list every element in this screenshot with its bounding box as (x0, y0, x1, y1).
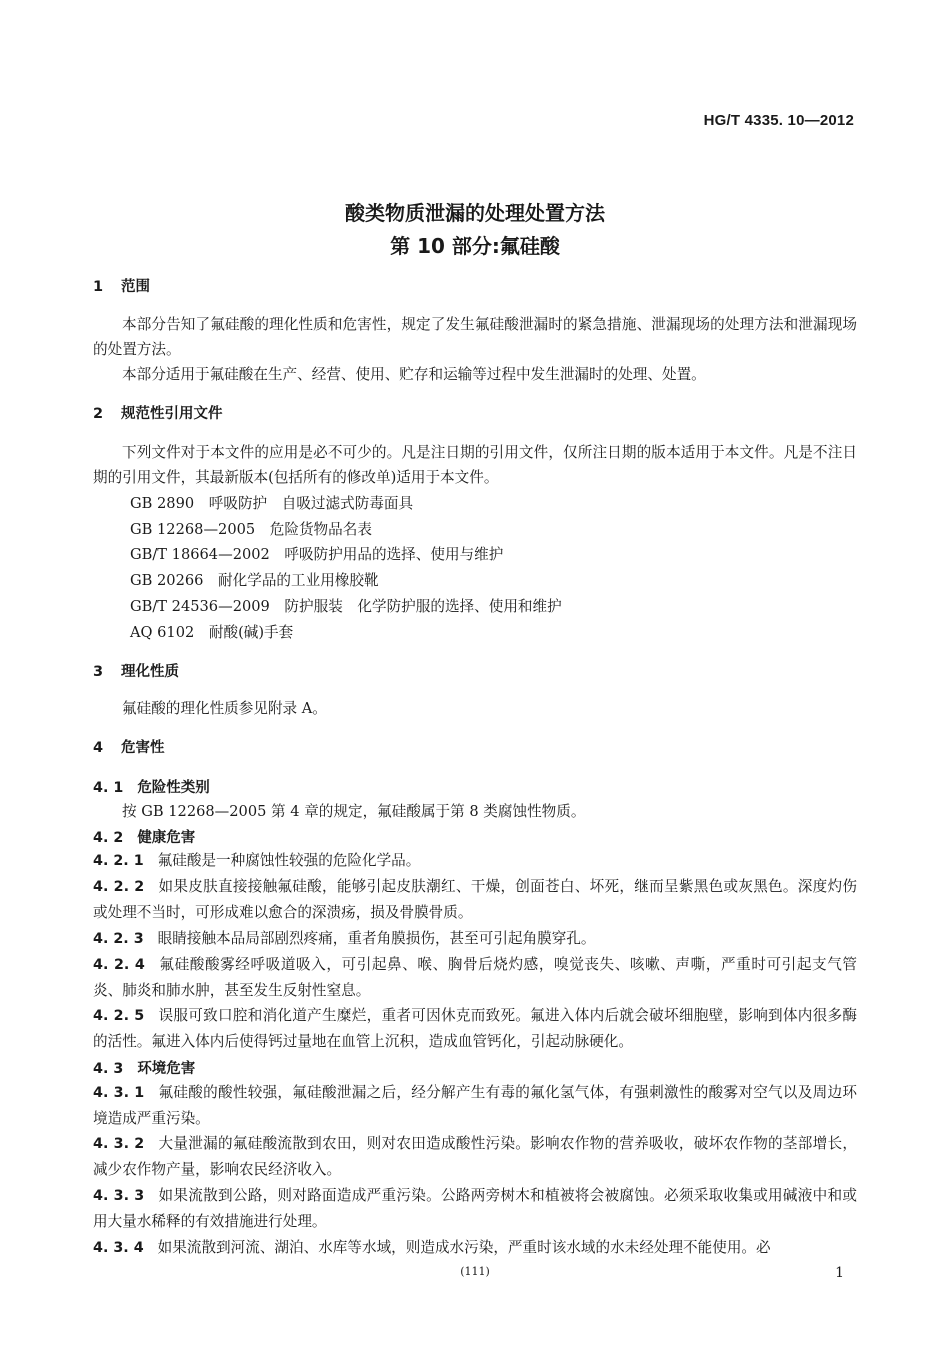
standard-number: HG/T 4335. 10—2012 (703, 112, 854, 129)
clause-text: 如果皮肤直接接触氟硅酸，能够引起皮肤潮红、干燥，创面苍白、坏死，继而呈紫黑色或灰黑色。深度灼伤或处理不当时，可形成难以愈合的深溃疡，损及骨膜骨质。 (93, 878, 857, 921)
section-title: 理化性质 (121, 664, 179, 680)
clause-4-2-3 (93, 926, 857, 952)
page-code: (111) (460, 1265, 490, 1278)
document-subtitle: 第 10 部分:氟硅酸 (390, 234, 560, 258)
reference-item: GB/T 18664—2002 呼吸防护用品的选择、使用与维护 (130, 546, 504, 563)
clause-text: 如果流散到河流、湖泊、水库等水域，则造成水污染，严重时该水域的水未经处理不能使用。必 (157, 1239, 771, 1256)
section-2-paragraph-1: 下列文件对于本文件的应用是必不可少的。凡是注日期的引用文件，仅所注日期的版本适用于本文件。凡是不注日期的引用文件，其最新版本(包括所有的修改单)适用于本文件。 (93, 444, 857, 486)
subsection-title: 危险性类别 (137, 780, 210, 796)
section-number: 2 (93, 406, 104, 422)
clause-number: 4. 3. 1 (93, 1085, 145, 1101)
reference-item: GB 2890 呼吸防护 自吸过滤式防毒面具 (130, 495, 414, 512)
clause-text: 氟硅酸酸雾经呼吸道吸入，可引起鼻、喉、胸骨后烧灼感，嗅觉丧失、咳嗽、声嘶，严重时可引起支气管炎、肺炎和肺水肿，甚至发生反射性窒息。 (93, 956, 857, 999)
page-number: 1 (835, 1265, 844, 1281)
clause-text: 误服可致口腔和消化道产生糜烂，重者可因休克而致死。氟进入体内后就会破坏细胞壁，影响到体内很多酶的活性。氟进入体内后使得钙过量地在血管上沉积，造成血管钙化，引起动脉硬化。 (93, 1007, 857, 1050)
clause-4-3-2 (93, 1131, 857, 1182)
clause-text: 氟硅酸是一种腐蚀性较强的危险化学品。 (157, 852, 421, 869)
clause-text: 眼睛接触本品局部剧烈疼痛，重者角膜损伤，甚至可引起角膜穿孔。 (157, 930, 596, 947)
section-1-paragraph-1: 本部分告知了氟硅酸的理化性质和危害性，规定了发生氟硅酸泄漏时的紧急措施、泄漏现场的处理方法和泄漏现场的处置方法。 (93, 316, 857, 358)
clause-number: 4. 3. 2 (93, 1136, 145, 1152)
clause-text: 如果流散到公路，则对路面造成严重污染。公路两旁树木和植被将会被腐蚀。必须采取收集或用碱液中和或用大量水稀释的有效措施进行处理。 (93, 1187, 857, 1230)
section-title: 规范性引用文件 (121, 406, 223, 422)
clause-number: 4. 2. 1 (93, 853, 144, 869)
clause-number: 4. 2. 5 (93, 1008, 145, 1024)
section-title: 危害性 (121, 740, 165, 756)
subsection-4-3-heading (93, 1057, 195, 1078)
subsection-number: 4. 3 (93, 1061, 124, 1077)
subsection-number: 4. 1 (93, 780, 124, 796)
subsection-4-1-paragraph: 按 GB 12268—2005 第 4 章的规定，氟硅酸属于第 8 类腐蚀性物质。 (122, 803, 586, 820)
section-number: 4 (93, 740, 104, 756)
clause-4-3-3 (93, 1183, 857, 1234)
section-1-paragraph-2: 本部分适用于氟硅酸在生产、经营、使用、贮存和运输等过程中发生泄漏时的处理、处置。 (122, 366, 706, 383)
section-3-paragraph-1: 氟硅酸的理化性质参见附录 A。 (122, 700, 327, 717)
section-1-heading (93, 275, 150, 296)
section-number: 1 (93, 279, 104, 295)
clause-text: 大量泄漏的氟硅酸流散到农田，则对农田造成酸性污染。影响农作物的营养吸收，破坏农作物的茎部增长，减少农作物产量，影响农民经济收入。 (93, 1135, 857, 1178)
section-2-heading (93, 402, 223, 423)
subsection-title: 环境危害 (137, 1061, 196, 1077)
clause-number: 4. 2. 3 (93, 931, 144, 947)
clause-number: 4. 3. 4 (93, 1240, 144, 1256)
subsection-title: 健康危害 (137, 830, 196, 846)
clause-4-2-4 (93, 952, 857, 1003)
reference-item: AQ 6102 耐酸(碱)手套 (130, 624, 294, 641)
reference-item: GB 20266 耐化学品的工业用橡胶靴 (130, 572, 379, 589)
document-title: 酸类物质泄漏的处理处置方法 (345, 201, 605, 225)
clause-4-3-1 (93, 1080, 857, 1131)
reference-item: GB 12268—2005 危险货物品名表 (130, 521, 372, 538)
section-3-heading (93, 660, 179, 681)
clause-number: 4. 2. 2 (93, 879, 145, 895)
subsection-number: 4. 2 (93, 830, 124, 846)
section-title: 范围 (121, 279, 150, 295)
section-4-heading (93, 736, 165, 757)
reference-item: GB/T 24536—2009 防护服装 化学防护服的选择、使用和维护 (130, 598, 562, 615)
subsection-4-2-heading (93, 826, 195, 847)
clause-text: 氟硅酸的酸性较强，氟硅酸泄漏之后，经分解产生有毒的氟化氢气体，有强刺激性的酸雾对空气以及周边环境造成严重污染。 (93, 1084, 857, 1127)
clause-4-3-4 (93, 1235, 857, 1261)
clause-number: 4. 2. 4 (93, 957, 145, 973)
clause-4-2-1 (93, 848, 857, 874)
subsection-4-1-heading (93, 776, 210, 797)
clause-4-2-5 (93, 1003, 857, 1054)
clause-4-2-2 (93, 874, 857, 925)
clause-number: 4. 3. 3 (93, 1188, 145, 1204)
section-number: 3 (93, 664, 104, 680)
